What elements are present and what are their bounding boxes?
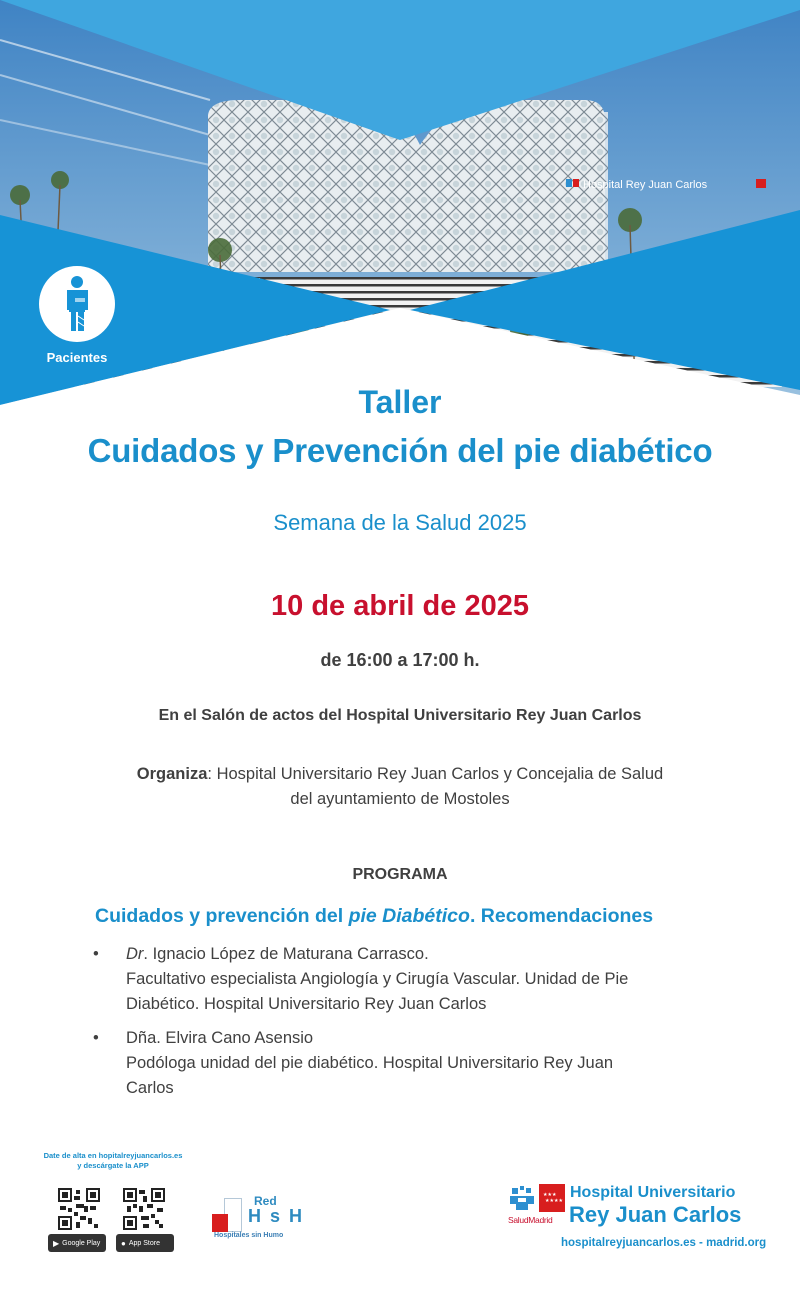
google-play-icon: ▶ [53,1238,60,1248]
patient-icon-circle [39,266,115,342]
speaker-role: Podóloga unidad del pie diabético. Hospital Universitario Rey Juan [126,1054,614,1072]
svg-text:Hospital Rey Juan Carlos: Hospital Rey Juan Carlos [583,179,708,191]
bullet-icon: • [93,1029,99,1047]
speaker-title: Dr [126,945,144,963]
speaker-role: Diabético. Hospital Universitario Rey Juan Carlos [126,995,487,1013]
app-download-text: Date de alta en hopitalreyjuancarlos.es y descárgate la APP [43,1151,183,1170]
hospital-website-link[interactable]: hospitalreyjuancarlos.es - madrid.org [561,1237,767,1249]
app-store-button[interactable]: ● App Store [116,1234,174,1252]
hero-banner [0,0,800,410]
organizer-info [0,762,800,812]
organizer-text-2: del ayuntamiento de Mostoles [290,790,510,808]
event-date: 10 de abril de 2025 [271,590,529,622]
speaker-role: Facultativo especialista Angiología y Cirugía Vascular. Unidad de Pie [126,970,629,988]
patients-badge [38,266,116,365]
workshop-label: Taller [358,384,442,420]
health-week-subtitle: Semana de la Salud 2025 [273,510,527,535]
speaker-item [93,942,753,1017]
event-time: de 16:00 a 17:00 h. [320,650,480,670]
google-play-button[interactable]: ▶ Google Play [48,1234,106,1252]
hospital-building-photo [0,0,800,410]
hospital-logo: ★★★ ★★★★ SaludMadrid Hospital Universitario Rey Juan Carlos [508,1184,742,1227]
program-heading: PROGRAMA [352,866,448,883]
patient-icon [39,266,115,342]
program-title: Cuidados y prevención del pie Diabético. Recomendaciones [95,905,654,927]
page-title: Cuidados y Prevención del pie diabético [87,432,713,469]
event-venue: En el Salón de actos del Hospital Universitario Rey Juan Carlos [158,707,642,724]
speaker-name: . Ignacio López de Maturana Carrasco. [143,945,429,963]
qr-code-app-store-icon[interactable] [123,1188,165,1230]
organizer-label: Organiza [136,765,208,783]
program-title-italic: pie Diabético [348,905,470,927]
qr-code-google-play-icon[interactable] [58,1188,100,1230]
bullet-icon: • [93,945,99,963]
speaker-name: Dña. Elvira Cano Asensio [126,1029,314,1047]
speaker-role: Carlos [126,1079,174,1097]
speaker-item [93,1026,753,1101]
patients-label: Pacientes [46,350,108,365]
salud-madrid-icon [508,1184,536,1212]
madrid-flag-icon: ★★★ ★★★★ [539,1184,565,1212]
apple-icon: ● [121,1238,126,1248]
speaker-list [93,942,753,1110]
organizer-text-1: : Hospital Universitario Rey Juan Carlos y Concejalia de Salud [207,765,664,783]
hospitales-sin-humo-logo: Red H s H Hospitales sin Humo [214,1194,305,1239]
madrid-flag-icon [212,1214,228,1232]
